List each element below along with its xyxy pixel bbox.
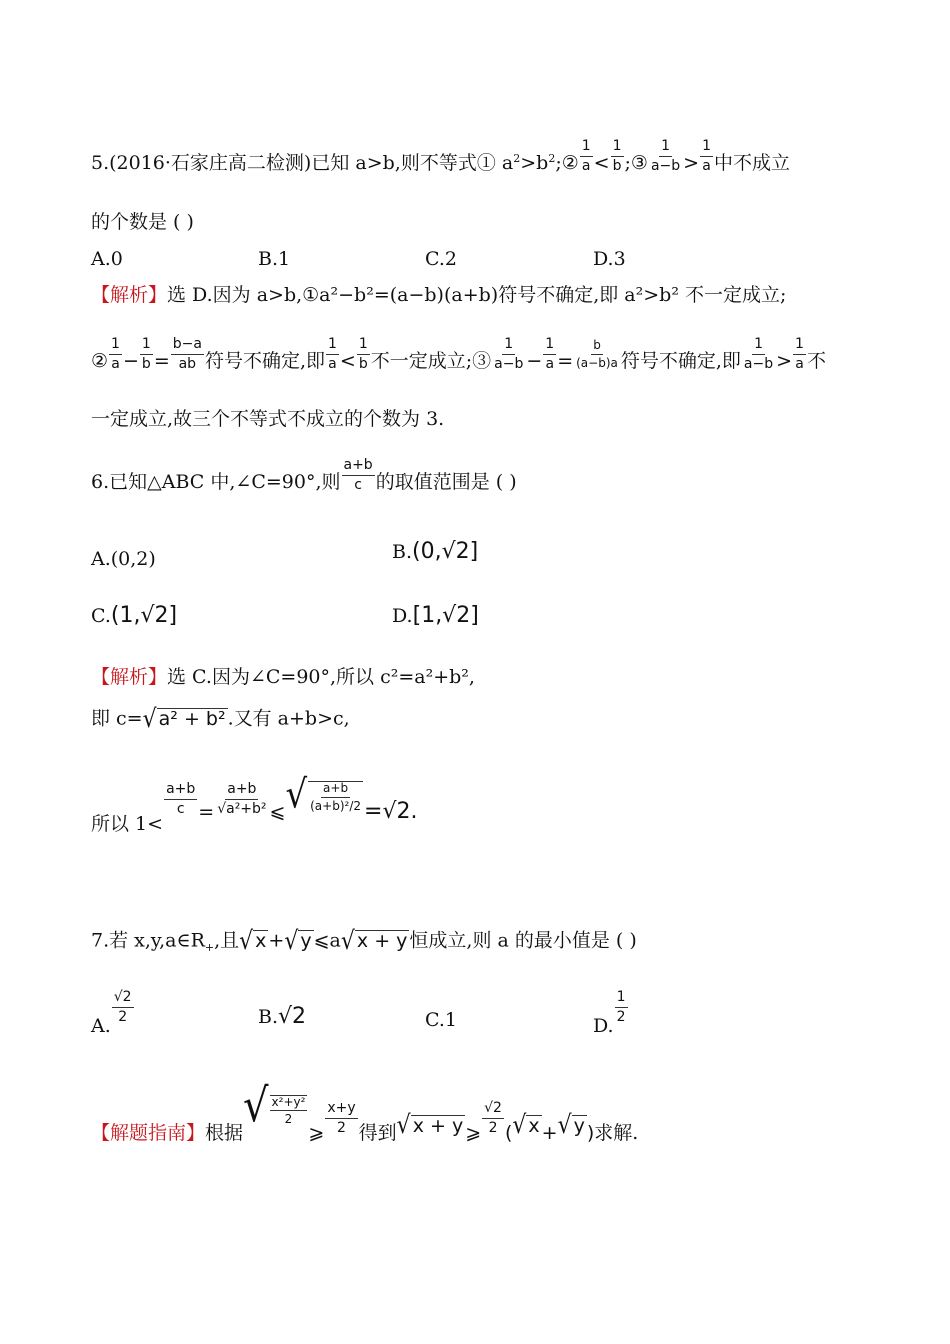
q5-option-b: B.1 xyxy=(258,248,291,270)
q7-option-a-label: A. xyxy=(91,1015,111,1038)
q7-guide-frac: $\frac{x+y}{2}$ xyxy=(327,1099,356,1136)
q5-exp2: 2 xyxy=(548,151,556,165)
q5-gt: > xyxy=(683,152,700,175)
q7-guide-a: 根据 xyxy=(205,1122,244,1144)
q5-stem-line2: 的个数是 ( ) xyxy=(91,211,194,233)
q7-guide-paren-close: ) xyxy=(586,1122,595,1144)
q6-option-b-value: (0,√2] xyxy=(412,539,479,564)
q5-sol-minus2: − xyxy=(526,350,543,373)
q6-solution-line3 xyxy=(91,772,418,836)
q6-sol2-b: .又有 a+b>c, xyxy=(227,707,350,730)
q7-option-a xyxy=(91,989,135,1038)
q5-exp: 2 xyxy=(513,151,521,165)
q6-solution-line1 xyxy=(91,668,475,687)
q5-sol2-circle: ② xyxy=(91,350,109,373)
q5-solution-text1: 选 D.因为 a>b,①a²−b²=(a−b)(a+b)符号不确定,即 a²>b² 不一定成立; xyxy=(167,284,787,306)
q5-lt: < xyxy=(593,152,610,175)
q7-option-b xyxy=(258,1006,306,1028)
q7-plus: + xyxy=(268,929,285,952)
q7-option-d-label: D. xyxy=(593,1015,614,1038)
q6-option-c-label: C. xyxy=(91,605,111,627)
q5-sol-frac-5: $\frac{1}{a}$ xyxy=(545,336,555,372)
q6-option-c xyxy=(91,605,177,627)
q6-stem-b: 的取值范围是 ( ) xyxy=(375,471,517,494)
q7-guide-ge: ⩾ xyxy=(308,1122,325,1144)
q7-option-d-frac: $\frac{1}{2}$ xyxy=(616,989,626,1025)
q5-sol-frac-1: $\frac{1}{a}$ xyxy=(111,336,120,372)
q5-frac-1-a2: $\frac{1}{a}$ xyxy=(702,138,711,174)
q5-sol-frac-8: $\frac{1}{a}$ xyxy=(795,336,804,372)
q5-sol-frac-4: $\frac{1}{a-b}$ xyxy=(494,336,524,372)
q5-sol-t2: 不一定成立;③ xyxy=(370,350,492,373)
q7-stem xyxy=(91,926,637,956)
q7-guide-b: 得到 xyxy=(358,1122,397,1144)
q5-option-a: A.0 xyxy=(91,248,123,270)
q5-sol-lt: < xyxy=(339,350,356,373)
q6-eq1: = xyxy=(198,801,215,824)
q5-sol-gt: > xyxy=(776,350,793,373)
q7-guide-tag: 【解题指南】 xyxy=(91,1122,206,1144)
q5-stem-prefix: 5.(2016·石家庄高二检测)已知 a>b,则不等式① a xyxy=(91,152,514,175)
q7-sqrt-xy: √ x + y xyxy=(340,926,408,956)
q5-frac-1-amb: $\frac{1}{a-b}$ xyxy=(650,138,681,174)
q6-sol2-a: 即 c= xyxy=(91,707,143,730)
q6-solution-tag: 【解析】 xyxy=(91,666,168,688)
q5-option-c: C.2 xyxy=(425,248,457,270)
q7-option-a-frac: $\frac{√2}{2}$ xyxy=(113,989,132,1025)
q6-sqrt: √ a² + b² xyxy=(142,704,226,734)
q5-solution-line1 xyxy=(91,286,786,305)
q6-option-a: A.(0,2) xyxy=(91,548,156,570)
q5-sol-eq: = xyxy=(153,350,170,373)
q5-sep: ;② xyxy=(555,152,579,175)
q5-sol-frac-2: $\frac{1}{b}$ xyxy=(141,336,151,372)
q6-stem-a: 6.已知△ABC 中,∠C=90°,则 xyxy=(91,471,341,494)
q6-sol3-end: =√2. xyxy=(364,799,418,825)
q5-option-d: D.3 xyxy=(593,248,626,270)
q5-solution-tag: 【解析】 xyxy=(91,284,168,306)
q5-sep3: ;③ xyxy=(624,152,648,175)
q6-frac: $\frac{a+b}{c}$ xyxy=(343,457,373,493)
q7-option-d xyxy=(593,989,629,1038)
q5-sol-frac-7: $\frac{1}{a-b}$ xyxy=(743,336,774,372)
q6-stem xyxy=(91,457,517,500)
q7-guide-paren-open: ( xyxy=(504,1122,513,1144)
q5-sol-t3: 符号不确定,即 xyxy=(620,350,741,373)
q7-guide-c: 求解. xyxy=(594,1122,639,1144)
q7-stem-b: ,且 xyxy=(214,929,240,952)
q7-guide-plus: + xyxy=(541,1122,558,1144)
q7-guide-sqrt-x: √ x xyxy=(512,1111,540,1141)
q6-option-d xyxy=(392,605,479,627)
q5-sol-frac-6: $\frac{b}{(a-b)a}$ xyxy=(576,338,618,370)
q6-option-d-label: D. xyxy=(392,605,413,627)
q6-option-c-value: (1,√2] xyxy=(110,603,178,628)
q5-sol-t1: 符号不确定,即 xyxy=(204,350,325,373)
q7-stem-sub: + xyxy=(204,941,215,955)
q5-frac-1-b: $\frac{1}{b}$ xyxy=(612,138,622,174)
q7-stem-a: 7.若 x,y,a∈R xyxy=(91,929,205,952)
q5-sol-eq2: = xyxy=(557,350,574,373)
q5-solution-line2 xyxy=(91,336,826,379)
q7-option-b-value: √2 xyxy=(278,1004,307,1029)
q5-stem-line1 xyxy=(91,138,791,181)
q5-sol-frac-1b: $\frac{1}{b}$ xyxy=(358,336,368,372)
q7-guide-sqrt-frac: √ x²+y² 2 xyxy=(243,1079,306,1133)
q6-sol3-frac2: $\frac{a+b}{\text{√a²+b²}}$ xyxy=(217,781,267,817)
q5-stem-end: 中不成立 xyxy=(714,152,791,175)
q7-option-c: C.1 xyxy=(425,1009,457,1031)
q6-option-b-label: B. xyxy=(392,541,413,563)
q6-option-b xyxy=(392,541,478,563)
q6-le: ⩽ xyxy=(269,801,286,824)
q5-sol-t4: 不 xyxy=(806,350,826,373)
q7-le-a: ⩽a xyxy=(313,929,341,952)
q6-solution-line2 xyxy=(91,704,350,734)
q6-sol3-frac1: $\frac{a+b}{c}$ xyxy=(166,781,196,817)
q5-sol-frac-1a: $\frac{1}{a}$ xyxy=(327,336,337,372)
q5-frac-1-a: $\frac{1}{a}$ xyxy=(581,138,591,174)
q7-guide xyxy=(91,1079,639,1144)
q5-solution-line3: 一定成立,故三个不等式不成立的个数为 3. xyxy=(91,408,445,430)
q7-sqrt-x: √ x xyxy=(239,926,267,956)
q6-option-d-value: [1,√2] xyxy=(412,603,479,628)
q7-guide-frac2: $\frac{√2}{2}$ xyxy=(484,1099,502,1136)
q7-guide-ge2: ⩾ xyxy=(465,1122,482,1144)
q7-sqrt-y: √ y xyxy=(284,926,312,956)
q6-sol3-sqrt-frac: √ a+b (a+b)²/2 xyxy=(285,772,362,819)
q6-sol3-a: 所以 1< xyxy=(91,813,164,836)
q7-option-b-label: B. xyxy=(258,1006,279,1028)
q5-sol-minus: − xyxy=(122,350,139,373)
q5-sol-frac-3: $\frac{b-a}{ab}$ xyxy=(172,336,202,372)
q7-guide-sqrt-xy: √ x + y xyxy=(396,1111,464,1141)
q7-guide-sqrt-y: √ y xyxy=(557,1111,585,1141)
q7-stem-c: 恒成立,则 a 的最小值是 ( ) xyxy=(409,929,637,952)
q5-mid: >b xyxy=(520,152,549,175)
q6-solution-text1: 选 C.因为∠C=90°,所以 c²=a²+b², xyxy=(167,666,475,688)
